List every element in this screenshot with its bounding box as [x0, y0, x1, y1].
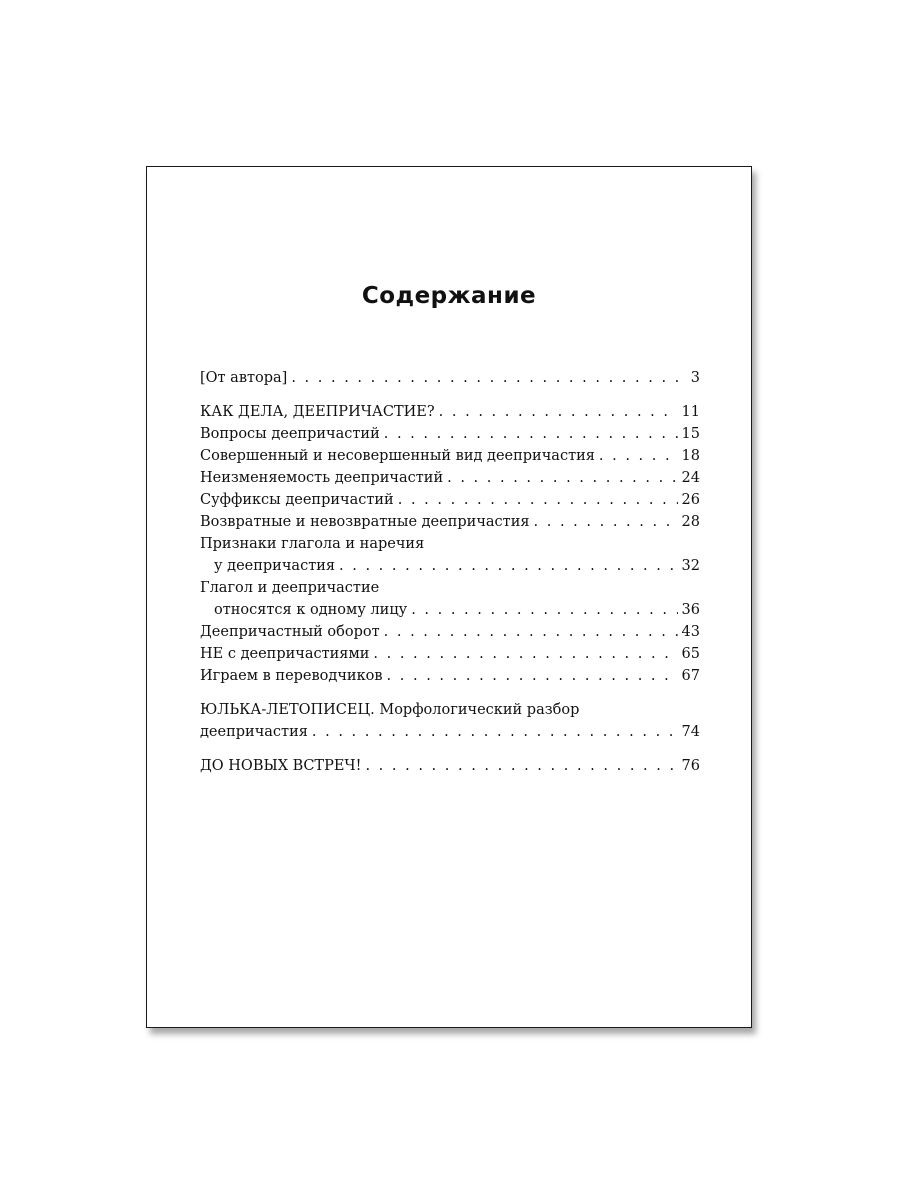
book-page — [146, 166, 752, 1028]
toc-entry-page: 28 — [681, 514, 700, 530]
toc-entry — [200, 367, 700, 389]
toc-entry — [200, 555, 700, 577]
toc-entry-label: НЕ с деепричастиями — [200, 646, 370, 662]
toc-entry-label-line1: Глагол и деепричастие — [200, 580, 380, 596]
toc-entry-label-line1: Признаки глагола и наречия — [200, 536, 425, 552]
toc-leader-dots — [411, 599, 677, 621]
toc-leader-dots — [339, 555, 678, 577]
toc-entry-label: КАК ДЕЛА, ДЕЕПРИЧАСТИЕ? — [200, 404, 435, 420]
toc-entry — [200, 445, 700, 467]
toc-entry — [200, 401, 700, 423]
toc-leader-dots — [384, 423, 678, 445]
toc-entry-page: 74 — [681, 724, 700, 740]
toc-entry-label: Суффиксы деепричастий — [200, 492, 394, 508]
toc-entry-page: 15 — [681, 426, 700, 442]
toc-entry — [200, 423, 700, 445]
toc-entry — [200, 599, 700, 621]
toc-entry — [200, 643, 700, 665]
toc-leader-dots — [398, 489, 678, 511]
toc-entry-label: [От автора] — [200, 370, 288, 386]
toc-entry-page: 65 — [681, 646, 700, 662]
toc-entry-page: 67 — [681, 668, 700, 684]
toc-leader-dots — [387, 665, 678, 687]
toc-entry-page: 36 — [681, 602, 700, 618]
toc-entry-label: Деепричастный оборот — [200, 624, 380, 640]
toc-entry — [200, 721, 700, 743]
toc-leader-dots — [373, 643, 677, 665]
toc-entry-label: ДО НОВЫХ ВСТРЕЧ! — [200, 758, 362, 774]
toc-entry — [200, 665, 700, 687]
toc-entry-label: у деепричастия — [214, 558, 336, 574]
toc-entry — [200, 467, 700, 489]
toc-entry — [200, 511, 700, 533]
toc-entry-label-line1: ЮЛЬКА-ЛЕТОПИСЕЦ. Морфологический разбор — [200, 702, 580, 718]
toc-entry-page: 24 — [681, 470, 700, 486]
toc-entry — [200, 621, 700, 643]
toc-leader-dots — [599, 445, 678, 467]
toc-leader-dots — [312, 721, 678, 743]
toc-entry-page: 43 — [681, 624, 700, 640]
toc-entry-page: 11 — [681, 404, 700, 420]
toc-entry-page: 76 — [681, 758, 700, 774]
toc-entry-page: 18 — [681, 448, 700, 464]
toc-leader-dots — [384, 621, 678, 643]
toc-leader-dots — [291, 367, 686, 389]
toc-entry-label: относятся к одному лицу — [214, 602, 408, 618]
toc-leader-dots — [447, 467, 677, 489]
toc-entry — [200, 489, 700, 511]
toc-entry-label: деепричастия — [200, 724, 308, 740]
page-title: Содержание — [361, 283, 537, 309]
toc-entry — [200, 755, 700, 777]
toc-entry-label: Вопросы деепричастий — [200, 426, 380, 442]
toc-leader-dots — [365, 755, 677, 777]
toc-entry-page: 32 — [681, 558, 700, 574]
toc-entry-page: 3 — [690, 370, 700, 386]
toc-entry-page: 26 — [681, 492, 700, 508]
toc-entry-label: Играем в переводчиков — [200, 668, 383, 684]
toc-entry-label: Неизменяемость деепричастий — [200, 470, 444, 486]
toc-leader-dots — [534, 511, 678, 533]
toc-leader-dots — [439, 401, 678, 423]
toc-entry-label: Совершенный и несовершенный вид деепричастия — [200, 448, 595, 464]
toc-entry-label: Возвратные и невозвратные деепричастия — [200, 514, 530, 530]
table-of-contents — [200, 367, 700, 777]
